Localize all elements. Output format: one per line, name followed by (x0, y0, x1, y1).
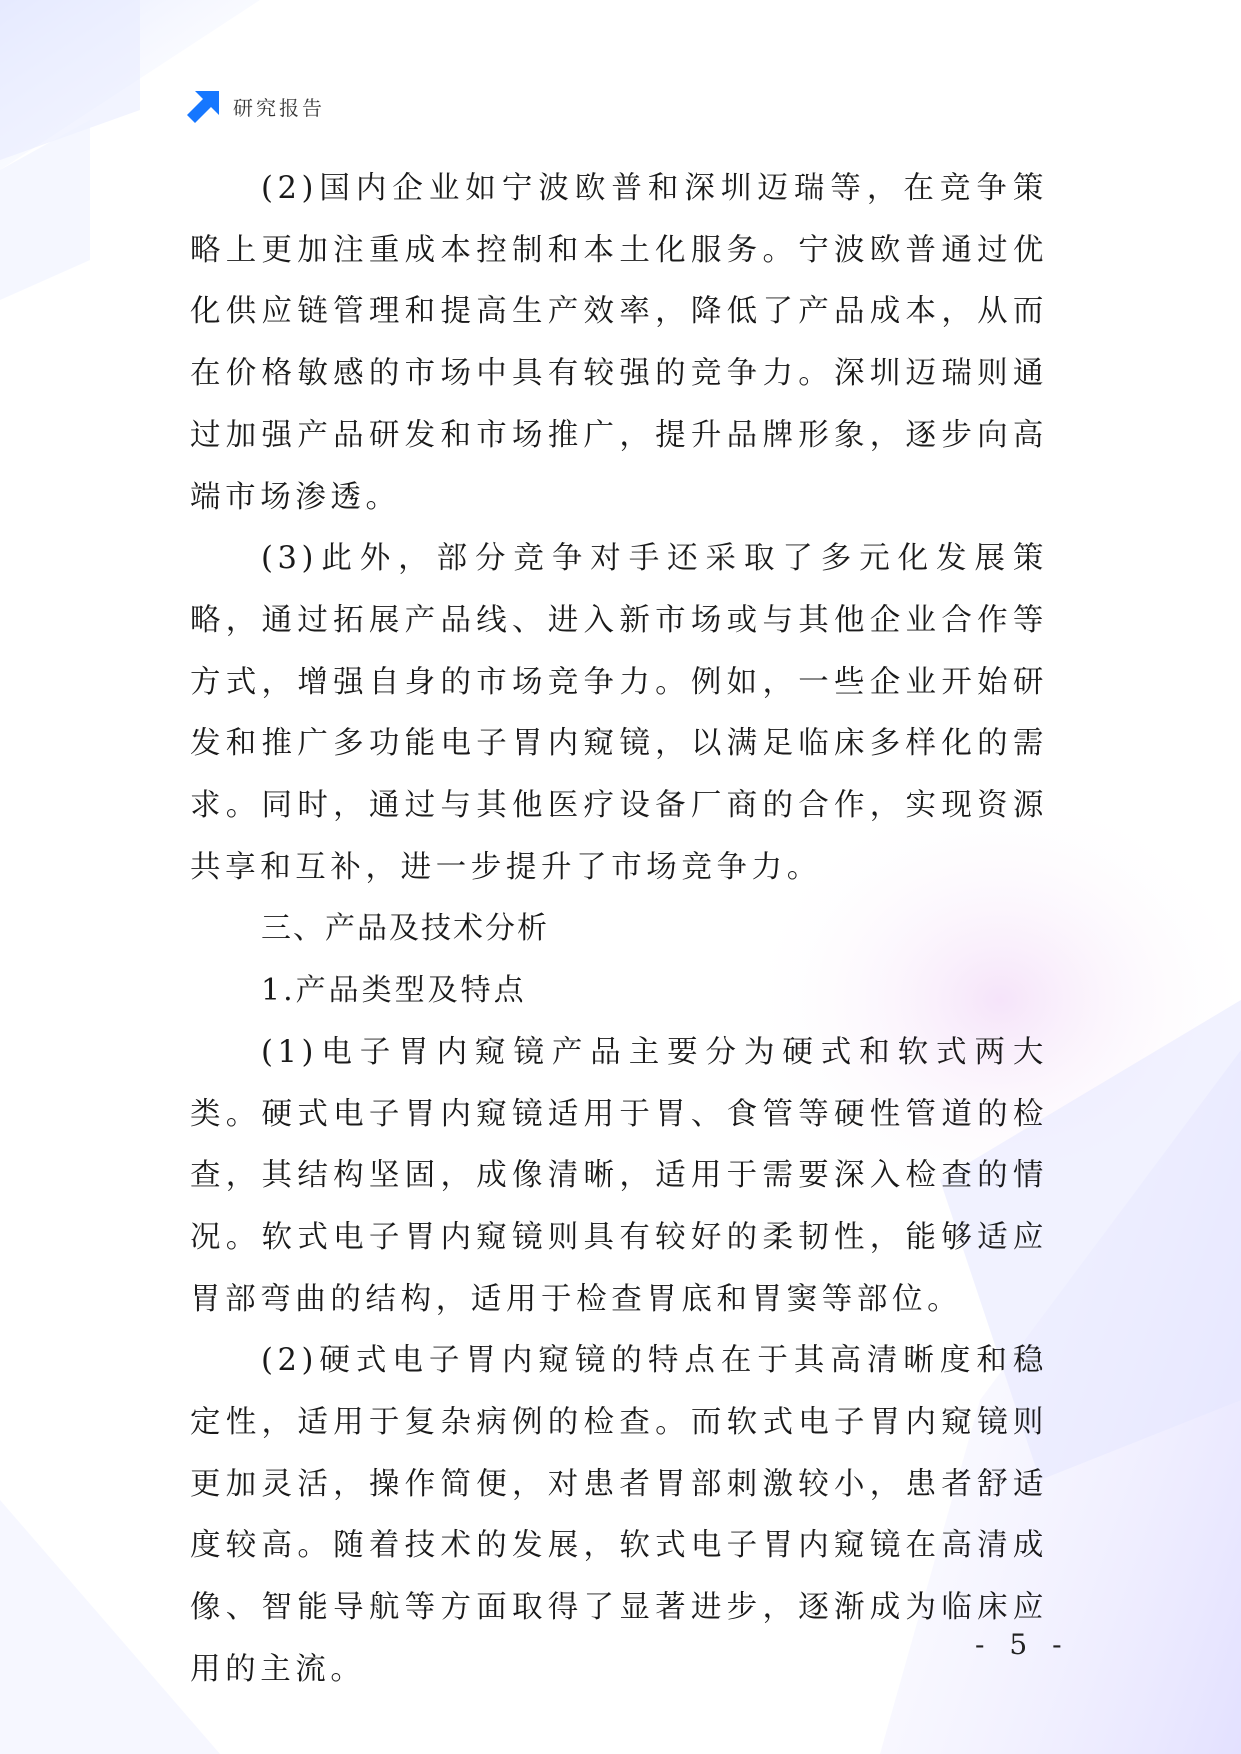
arrow-up-right-icon (187, 89, 221, 123)
paragraph: (3)此外，部分竞争对手还采取了多元化发展策略，通过拓展产品线、进入新市场或与其他企业合作等方式，增强自身的市场竞争力。例如，一些企业开始研发和推广多功能电子胃内窥镜，以满足临床多样化的需求。同时，通过与其他医疗设备厂商的合作，实现资源共享和互补，进一步提升了市场竞争力。 (190, 541, 1048, 885)
section-heading: 三、产品及技术分析 (261, 911, 549, 947)
sub-heading: 1.产品类型及特点 (261, 973, 527, 1009)
paragraph: (2)国内企业如宁波欧普和深圳迈瑞等，在竞争策略上更加注重成本控制和本土化服务。宁波欧普通过优化供应链管理和提高生产效率，降低了产品成本，从而在价格敏感的市场中具有较强的竞争力。深圳迈瑞则通过加强产品研发和市场推广，提升品牌形象，逐步向高端市场渗透。 (190, 171, 1048, 515)
paragraph: (2)硬式电子胃内窥镜的特点在于其高清晰度和稳定性，适用于复杂病例的检查。而软式电子胃内窥镜则更加灵活，操作简便，对患者胃部刺激较小，患者舒适度较高。随着技术的发展，软式电子胃内窥镜在高清成像、智能导航等方面取得了显著进步，逐渐成为临床应用的主流。 (190, 1343, 1048, 1687)
report-header (187, 88, 325, 124)
paragraph: (1)电子胃内窥镜产品主要分为硬式和软式两大类。硬式电子胃内窥镜适用于胃、食管等硬性管道的检查，其结构坚固，成像清晰，适用于需要深入检查的情况。软式电子胃内窥镜则具有较好的柔韧性，能够适应胃部弯曲的结构，适用于检查胃底和胃窦等部位。 (190, 1034, 1048, 1317)
header-title: 研究报告 (233, 95, 325, 120)
document-body (190, 158, 1048, 1701)
page-number: - 5 - (975, 1628, 1070, 1661)
